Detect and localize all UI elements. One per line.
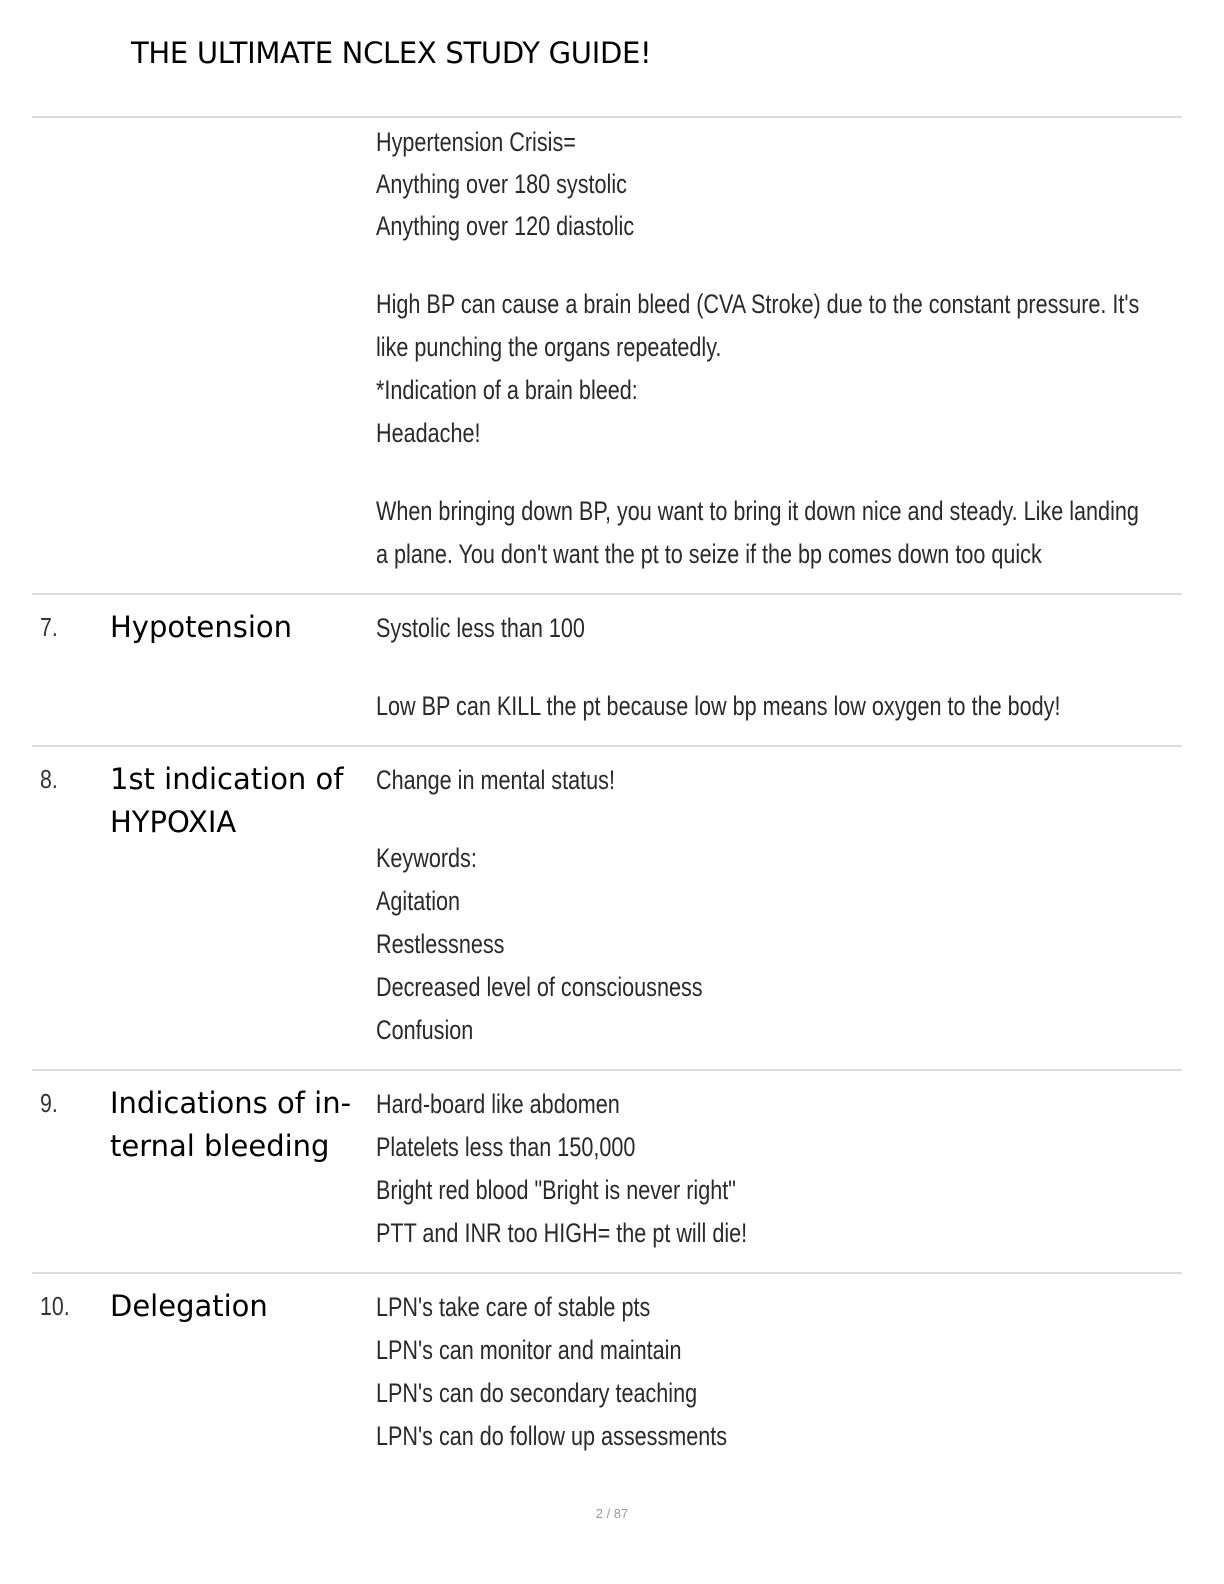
row-term-line: HYPOXIA xyxy=(110,805,237,839)
description-line: Hard-board like abdomen xyxy=(376,1089,620,1119)
row-term xyxy=(110,1082,365,1168)
row-term-line: Hypotension xyxy=(110,610,293,644)
row-number: 10. xyxy=(40,1291,70,1321)
row-number: 8. xyxy=(40,764,58,794)
description-line: Change in mental status! xyxy=(376,765,615,795)
row-term xyxy=(110,758,365,844)
description-line: Anything over 180 systolic xyxy=(376,169,627,199)
description-line: Bright red blood "Bright is never right" xyxy=(376,1175,736,1205)
description-line: Decreased level of consciousness xyxy=(376,972,703,1002)
description-line: Platelets less than 150,000 xyxy=(376,1132,636,1162)
description-line: High BP can cause a brain bleed (CVA Stroke) due to the constant pressure. It's xyxy=(376,289,1140,319)
row-divider xyxy=(32,1272,1182,1274)
description-line: Confusion xyxy=(376,1015,474,1045)
page-indicator: 2 / 87 xyxy=(595,1506,629,1521)
row-divider xyxy=(32,116,1182,118)
row-term-line: Indications of in- xyxy=(110,1086,352,1120)
description-line: Low BP can KILL the pt because low bp means low oxygen to the body! xyxy=(376,691,1061,721)
row-number: 7. xyxy=(40,612,58,642)
document-title: THE ULTIMATE NCLEX STUDY GUIDE! xyxy=(131,36,652,70)
description-line: Agitation xyxy=(376,886,461,916)
description-line: like punching the organs repeatedly. xyxy=(376,332,722,362)
description-line: Keywords: xyxy=(376,843,477,873)
description-line: *Indication of a brain bleed: xyxy=(376,375,638,405)
description-line: LPN's can monitor and maintain xyxy=(376,1335,682,1365)
description-line: Anything over 120 diastolic xyxy=(376,211,635,241)
row-term xyxy=(110,1285,365,1328)
row-number: 9. xyxy=(40,1088,58,1118)
row-term-line: ternal bleeding xyxy=(110,1129,330,1163)
description-line: Hypertension Crisis= xyxy=(376,127,576,157)
description-line: Restlessness xyxy=(376,929,505,959)
row-divider xyxy=(32,1069,1182,1071)
row-term xyxy=(110,606,365,649)
description-line: LPN's can do follow up assessments xyxy=(376,1421,728,1451)
row-divider xyxy=(32,745,1182,747)
description-line: PTT and INR too HIGH= the pt will die! xyxy=(376,1218,748,1248)
description-line: LPN's take care of stable pts xyxy=(376,1292,651,1322)
row-divider xyxy=(32,593,1182,595)
description-line: a plane. You don't want the pt to seize if the bp comes down too quick xyxy=(376,539,1042,569)
description-line: Headache! xyxy=(376,418,481,448)
row-term-line: 1st indication of xyxy=(110,762,344,796)
description-line: Systolic less than 100 xyxy=(376,613,585,643)
row-term-line: Delegation xyxy=(110,1289,268,1323)
description-line: When bringing down BP, you want to bring it down nice and steady. Like landing xyxy=(376,496,1139,526)
description-line: LPN's can do secondary teaching xyxy=(376,1378,698,1408)
